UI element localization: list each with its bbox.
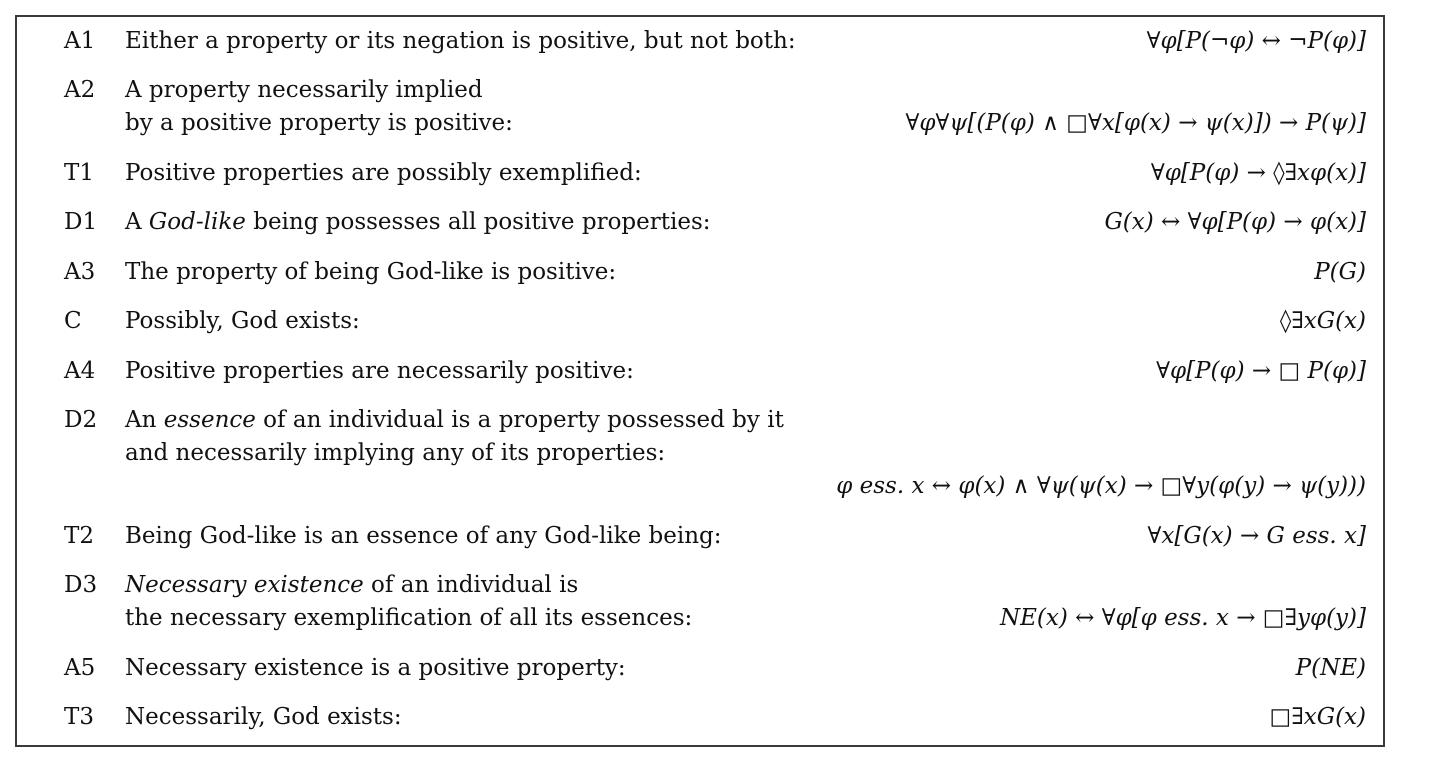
defined-term: God-like: [148, 209, 246, 235]
table-row: [17, 697, 1383, 737]
row-description: Positive properties are necessarily positive:: [125, 358, 634, 384]
row-label: A4: [64, 358, 96, 384]
table-row: [17, 351, 1383, 391]
row-description-post: of an individual is: [363, 572, 579, 598]
table-row: [17, 21, 1383, 61]
row-label: T2: [64, 523, 94, 549]
table-row: [17, 252, 1383, 292]
table-row: [17, 516, 1383, 556]
row-formula: ∀φ[P(φ) → ◊∃xφ(x)]: [1150, 160, 1366, 186]
table-row-continuation: [17, 103, 1383, 143]
row-description-post: being possesses all positive properties:: [245, 209, 711, 235]
row-description: Positive properties are possibly exemplified:: [125, 160, 642, 186]
row-description-line2: and necessarily implying any of its properties:: [125, 440, 666, 466]
row-formula: ∀x[G(x) → G ess. x]: [1147, 523, 1366, 549]
row-description: [125, 202, 711, 242]
row-description: Possibly, God exists:: [125, 308, 360, 334]
row-description-line2: by a positive property is positive:: [125, 110, 513, 136]
row-description-pre: An: [125, 407, 164, 433]
row-label: D3: [64, 572, 98, 598]
row-formula: P(NE): [1295, 655, 1366, 681]
table-row: [17, 301, 1383, 341]
table-row: [17, 202, 1383, 242]
table-row: [17, 153, 1383, 193]
axioms-table: [15, 15, 1385, 747]
row-description: Necessary existence is a positive property:: [125, 655, 626, 681]
row-formula: ∀φ∀ψ[(P(φ) ∧ □∀x[φ(x) → ψ(x)]) → P(ψ)]: [905, 110, 1366, 136]
table-row-continuation: [17, 466, 1383, 506]
row-formula: P(G): [1314, 259, 1366, 285]
row-formula: φ ess. x ↔ φ(x) ∧ ∀ψ(ψ(x) → □∀y(φ(y) → ψ(y))): [836, 473, 1366, 499]
row-description-line2: the necessary exemplification of all its essences:: [125, 605, 693, 631]
row-description: The property of being God-like is positive:: [125, 259, 617, 285]
row-description-line1: A property necessarily implied: [125, 77, 483, 103]
row-label: A2: [64, 77, 96, 103]
row-description: Necessarily, God exists:: [125, 704, 402, 730]
row-label: A5: [64, 655, 96, 681]
row-formula: □∃xG(x): [1269, 704, 1366, 730]
table-row: [17, 648, 1383, 688]
row-description-post: of an individual is a property possessed by it: [255, 407, 784, 433]
row-label: A3: [64, 259, 96, 285]
row-label: D1: [64, 209, 98, 235]
row-label: C: [64, 308, 82, 334]
row-formula: ∀φ[P(¬φ) ↔ ¬P(φ)]: [1146, 28, 1366, 54]
row-description: Either a property or its negation is positive, but not both:: [125, 28, 796, 54]
row-label: D2: [64, 407, 98, 433]
row-description-pre: A: [125, 209, 149, 235]
defined-term: Necessary existence: [125, 572, 364, 598]
defined-term: essence: [163, 407, 256, 433]
row-label: T3: [64, 704, 94, 730]
row-formula: G(x) ↔ ∀φ[P(φ) → φ(x)]: [1104, 209, 1366, 235]
row-formula: NE(x) ↔ ∀φ[φ ess. x → □∃yφ(y)]: [999, 605, 1366, 631]
row-label: T1: [64, 160, 94, 186]
row-formula: ◊∃xG(x): [1279, 308, 1366, 334]
row-label: A1: [64, 28, 96, 54]
row-formula: ∀φ[P(φ) → □ P(φ)]: [1156, 358, 1366, 384]
row-description: Being God-like is an essence of any God-like being:: [125, 523, 722, 549]
table-row-continuation: [17, 598, 1383, 638]
